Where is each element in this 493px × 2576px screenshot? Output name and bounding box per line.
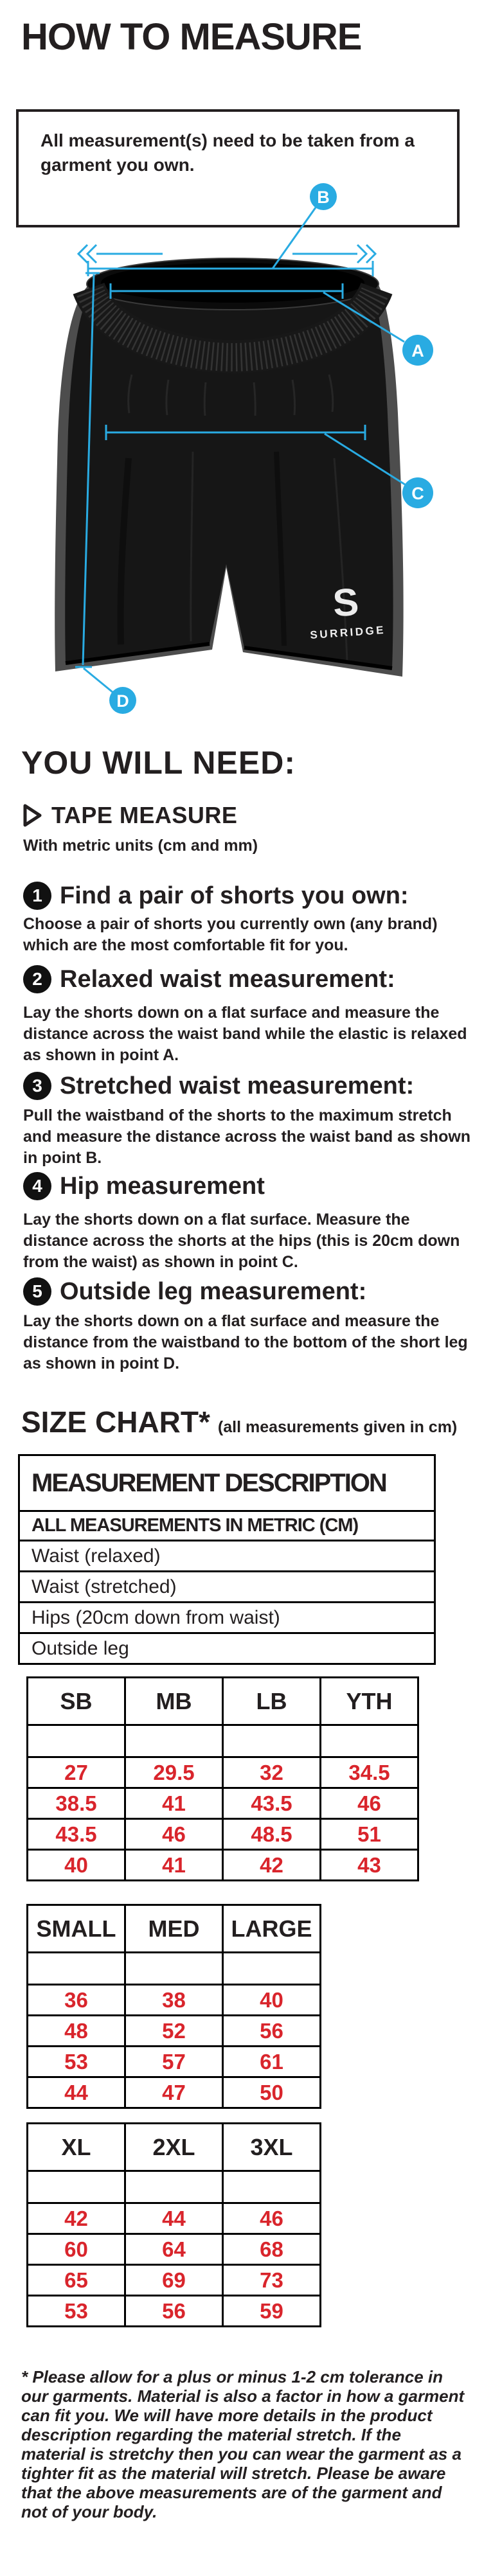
tape-measure-note: With metric units (cm and mm) — [23, 837, 258, 855]
table-cell: 38 — [126, 1985, 222, 2014]
table-cell: 38.5 — [28, 1789, 124, 1818]
column-header: SMALL — [28, 1906, 124, 1951]
shorts-measurement-diagram — [0, 182, 493, 750]
table-cell: 44 — [126, 2204, 222, 2233]
table-cell: 43.5 — [28, 1820, 124, 1849]
point-badge-d — [109, 687, 136, 714]
step-3-body: Pull the waistband of the shorts to the maximum stretch and measure the distance across the waist band as shown in point B. — [23, 1106, 471, 1167]
table-cell: 42 — [224, 1851, 319, 1879]
table-cell: 69 — [126, 2266, 222, 2295]
description-row-outside-leg: Outside leg — [20, 1632, 434, 1663]
step-2-heading — [23, 965, 395, 993]
column-header: SB — [28, 1678, 124, 1724]
table-cell — [126, 1726, 222, 1756]
table-cell: 50 — [224, 2078, 319, 2107]
leader-line-d — [84, 668, 112, 692]
size-table-boys-youth — [26, 1676, 419, 1881]
table-cell: 65 — [28, 2266, 124, 2295]
table-cell — [224, 2172, 319, 2202]
brand-logo-letter: S — [331, 580, 361, 625]
table-cell: 48 — [28, 2016, 124, 2045]
table-cell: 56 — [224, 2016, 319, 2045]
point-badge-b — [310, 183, 337, 210]
step-4-title: Hip measurement — [60, 1172, 265, 1200]
shorts-illustration — [55, 258, 403, 677]
table-cell: 61 — [224, 2047, 319, 2076]
table-cell: 29.5 — [126, 1758, 222, 1787]
point-label-d: D — [116, 691, 129, 711]
step-4-heading — [23, 1172, 265, 1200]
step-1-number-badge: 1 — [23, 882, 51, 910]
table-cell — [28, 2172, 124, 2202]
description-table-header: MEASUREMENT DESCRIPTION — [31, 1468, 386, 1497]
step-1-heading — [23, 882, 409, 910]
leader-line-b — [273, 208, 316, 269]
table-cell: 64 — [126, 2235, 222, 2264]
table-cell: 56 — [126, 2296, 222, 2325]
column-header: YTH — [321, 1678, 417, 1724]
table-cell: 34.5 — [321, 1758, 417, 1787]
size-chart-heading — [21, 1405, 457, 1439]
step-5-title: Outside leg measurement: — [60, 1277, 367, 1305]
table-cell: 53 — [28, 2047, 124, 2076]
table-cell: 51 — [321, 1820, 417, 1849]
step-4-number-badge: 4 — [23, 1172, 51, 1200]
table-cell: 46 — [224, 2204, 319, 2233]
point-label-a: A — [411, 341, 424, 360]
tolerance-footnote: * Please allow for a plus or minus 1-2 cm tolerance in our garments. Material is also a factor in how a garment can fit you. We will have more details in the product description regarding the material stretch. If the material is stretchy then you can wear the garment as a tighter fit as the material will stretch. Please be aware that the above measurements are of the garment and not of your body. — [21, 2367, 465, 2521]
table-cell: 68 — [224, 2235, 319, 2264]
brand-name-text: SURRIDGE — [309, 623, 386, 641]
size-table-adult — [26, 1904, 321, 2109]
point-badge-c — [402, 477, 433, 508]
column-header: LARGE — [224, 1906, 319, 1951]
size-table-xl — [26, 2122, 321, 2327]
measurement-description-table — [18, 1454, 436, 1665]
step-3-title: Stretched waist measurement: — [60, 1072, 415, 1099]
point-badge-a — [402, 335, 433, 366]
column-header: LB — [224, 1678, 319, 1724]
description-table-subheader: ALL MEASUREMENTS IN METRIC (CM) — [20, 1510, 434, 1540]
step-2-number-badge: 2 — [23, 965, 51, 993]
tape-measure-label: TAPE MEASURE — [51, 802, 238, 828]
table-cell: 36 — [28, 1985, 124, 2014]
table-cell: 40 — [28, 1851, 124, 1879]
column-header: XL — [28, 2124, 124, 2170]
table-cell — [224, 1726, 319, 1756]
description-row-waist-relaxed: Waist (relaxed) — [20, 1540, 434, 1570]
step-5-body: Lay the shorts down on a flat surface and measure the distance from the waistband to the bottom of the short leg as shown in point D. — [23, 1312, 468, 1372]
table-cell: 60 — [28, 2235, 124, 2264]
table-cell — [321, 1726, 417, 1756]
table-cell — [126, 2172, 222, 2202]
table-cell: 41 — [126, 1789, 222, 1818]
tape-measure-row — [23, 802, 237, 829]
table-cell: 43.5 — [224, 1789, 319, 1818]
table-cell — [224, 1953, 319, 1984]
table-cell: 53 — [28, 2296, 124, 2325]
table-cell: 41 — [126, 1851, 222, 1879]
table-cell: 44 — [28, 2078, 124, 2107]
page-title: HOW TO MEASURE — [21, 16, 362, 58]
table-cell — [28, 1726, 124, 1756]
column-header: 3XL — [224, 2124, 319, 2170]
point-label-c: C — [411, 484, 424, 503]
column-header: MB — [126, 1678, 222, 1724]
table-cell: 57 — [126, 2047, 222, 2076]
stretch-arrow-left-chevron-icon — [87, 245, 96, 263]
play-triangle-icon — [23, 804, 42, 827]
step-1-title: Find a pair of shorts you own: — [60, 882, 409, 909]
table-cell — [126, 1953, 222, 1984]
step-5-number-badge: 5 — [23, 1277, 51, 1306]
table-cell: 42 — [28, 2204, 124, 2233]
table-cell: 27 — [28, 1758, 124, 1787]
table-cell: 32 — [224, 1758, 319, 1787]
table-cell: 43 — [321, 1851, 417, 1879]
table-cell: 48.5 — [224, 1820, 319, 1849]
you-will-need-heading: YOU WILL NEED: — [21, 745, 296, 781]
table-cell — [28, 1953, 124, 1984]
size-chart-subtitle: (all measurements given in cm) — [217, 1418, 458, 1436]
step-5-heading — [23, 1277, 366, 1306]
table-cell: 47 — [126, 2078, 222, 2107]
stretch-arrow-right-chevron-icon — [357, 245, 366, 263]
table-cell: 59 — [224, 2296, 319, 2325]
table-cell: 52 — [126, 2016, 222, 2045]
step-2-title: Relaxed waist measurement: — [60, 965, 395, 993]
table-cell: 46 — [126, 1820, 222, 1849]
step-4-body: Lay the shorts down on a flat surface. Measure the distance across the shorts at the hips (this is 20cm down from the waist) as shown in point C. — [23, 1211, 460, 1271]
step-1-body: Choose a pair of shorts you currently own (any brand) which are the most comfortable fit for you. — [23, 915, 438, 954]
step-2-body: Lay the shorts down on a flat surface and measure the distance across the waist band while the elastic is relaxed as shown in point A. — [23, 1004, 467, 1064]
table-cell: 73 — [224, 2266, 319, 2295]
step-3-number-badge: 3 — [23, 1072, 51, 1100]
size-chart-title: SIZE CHART* — [21, 1405, 210, 1439]
description-row-hips: Hips (20cm down from waist) — [20, 1601, 434, 1632]
column-header: 2XL — [126, 2124, 222, 2170]
table-cell: 46 — [321, 1789, 417, 1818]
column-header: MED — [126, 1906, 222, 1951]
step-3-heading — [23, 1072, 414, 1100]
table-cell: 40 — [224, 1985, 319, 2014]
description-row-waist-stretched: Waist (stretched) — [20, 1570, 434, 1601]
point-label-b: B — [317, 188, 330, 207]
note-text: All measurement(s) need to be taken from a garment you own. — [40, 130, 415, 175]
